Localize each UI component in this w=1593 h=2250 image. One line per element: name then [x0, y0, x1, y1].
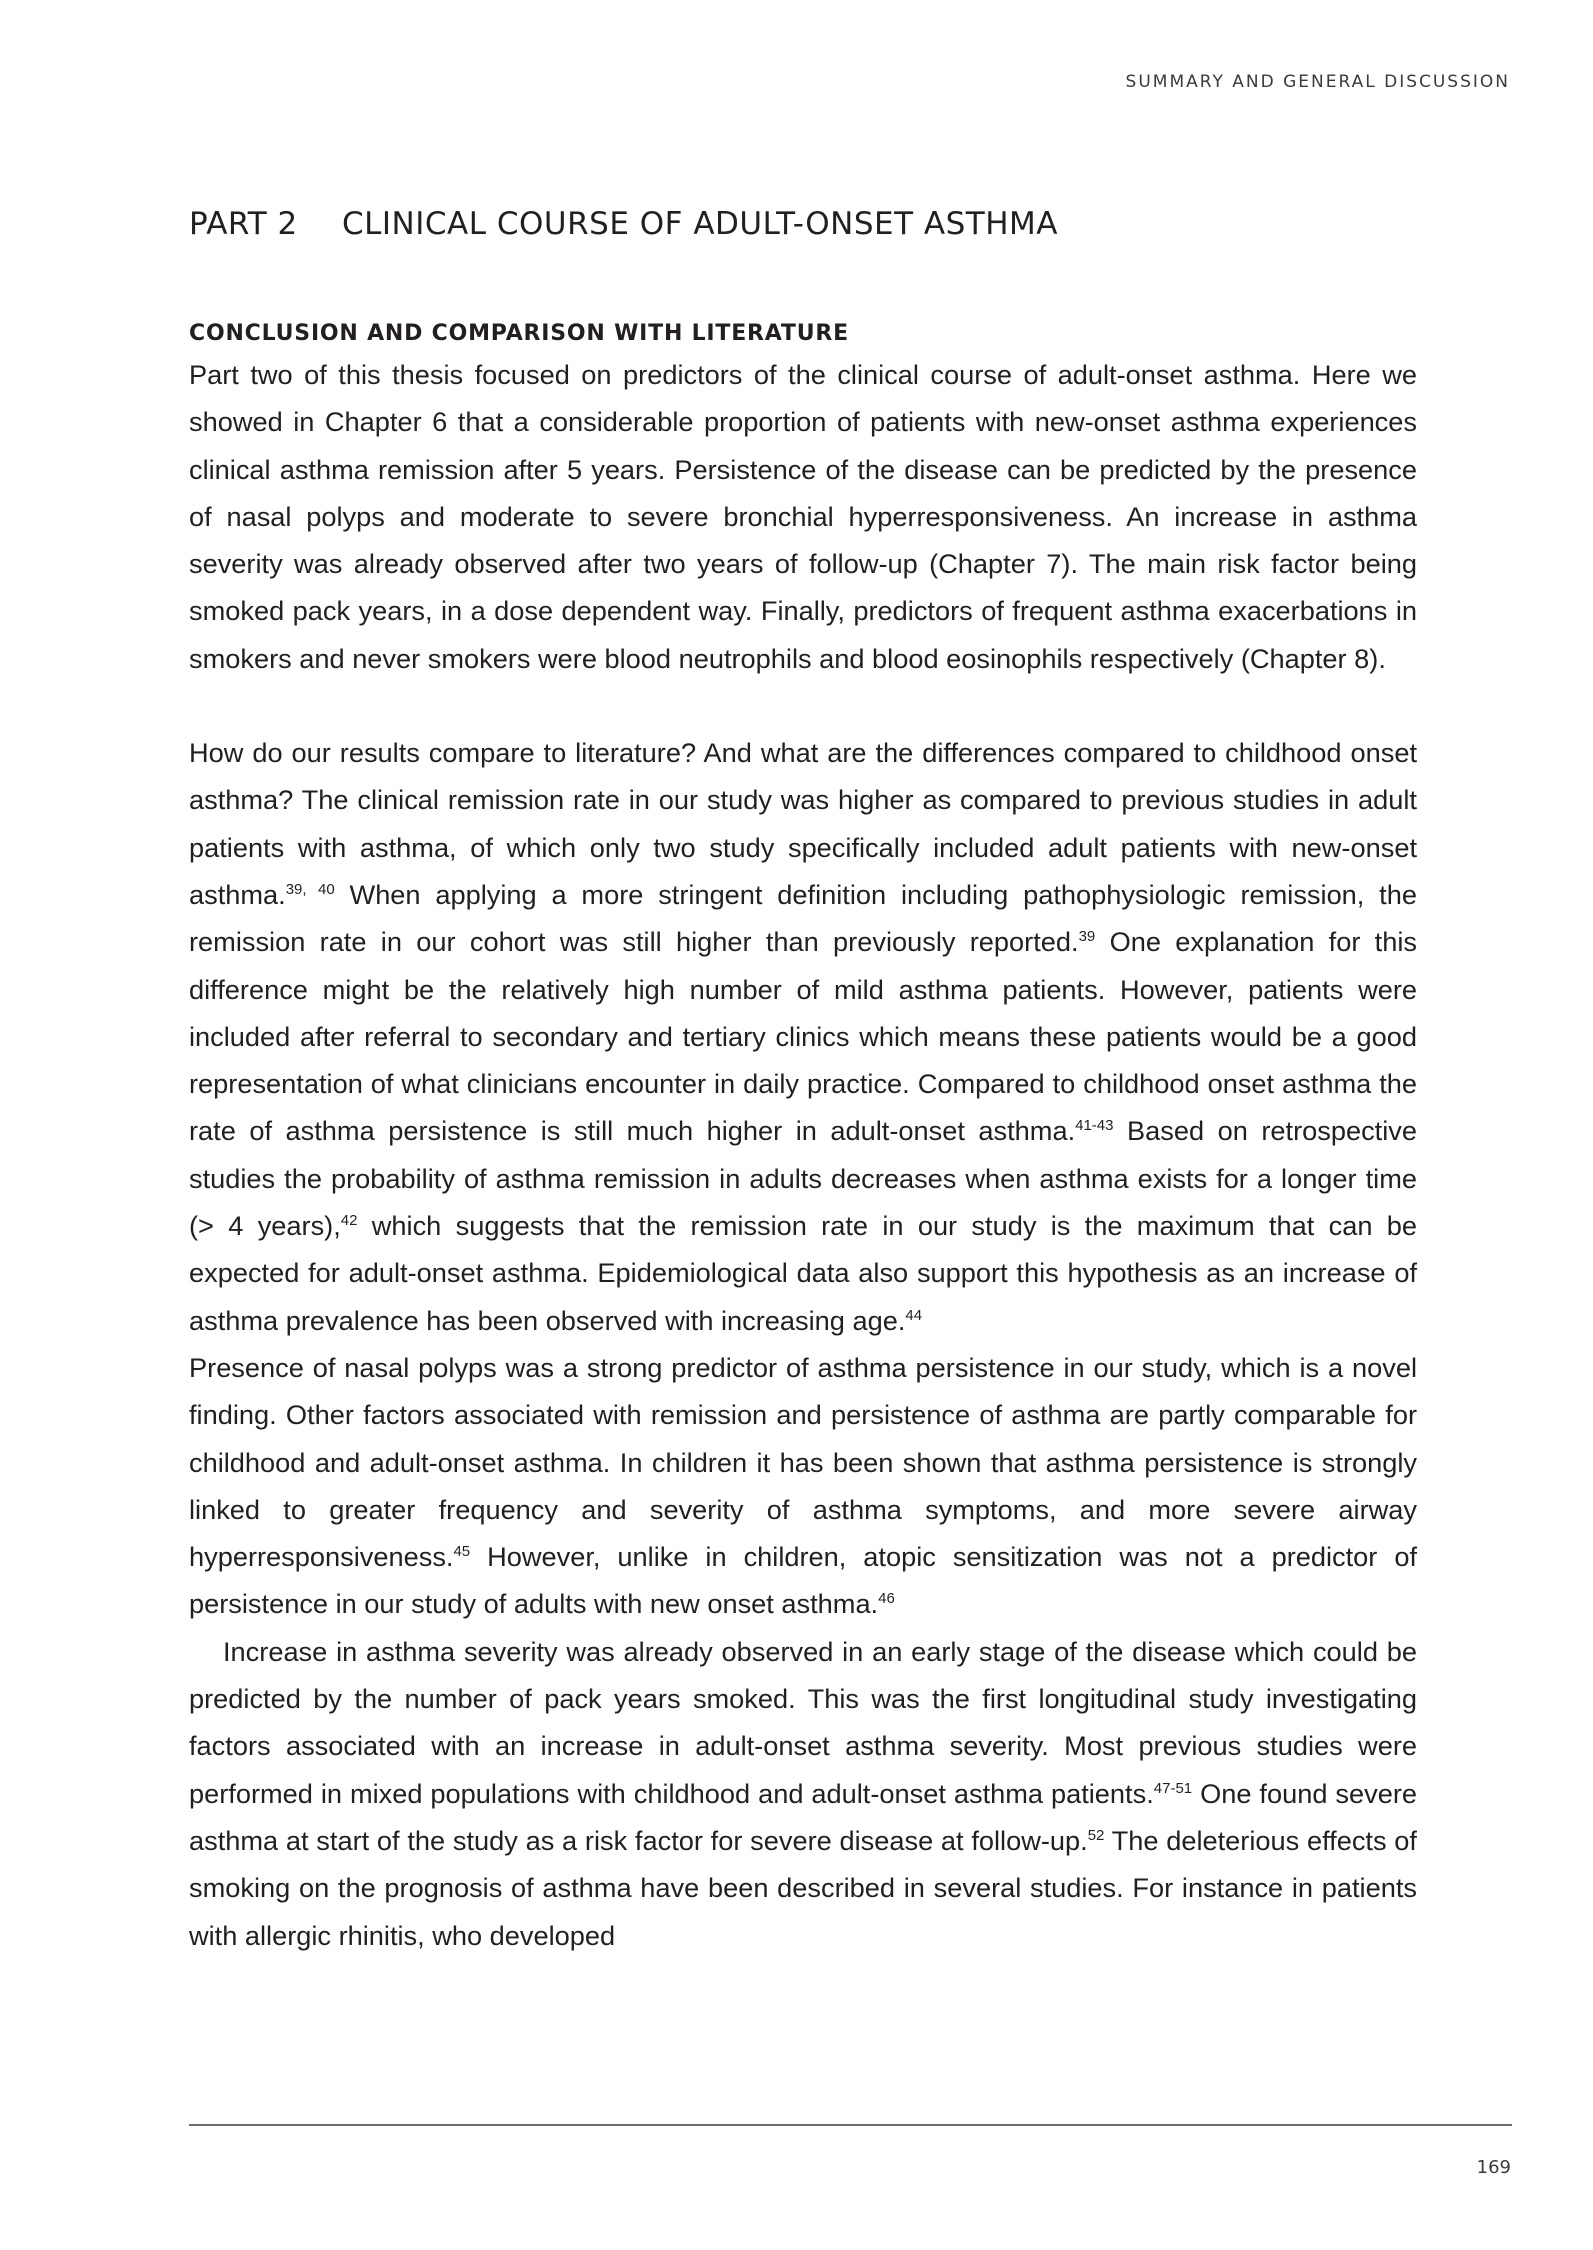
- paragraph-2-text: One explanation for this difference might be the relatively high number of mild asthma patients. However, patients were included after referral to secondary and tertiary clinics which means these patients would be a good representation of what clinicians encounter in daily practice. Compared to childhood onset asthma the rate of asthma persistence is still much higher in adult-onset asthma.: [189, 926, 1417, 1147]
- paragraph-2-text: When applying a more stringent definition including pathophysiologic remission, the remission rate in our cohort was still higher than previously reported.: [189, 878, 1417, 958]
- paragraph-4-text: The deleterious effects of smoking on the prognosis of asthma have been described in several studies. For instance in patients with allergic rhinitis, who developed: [189, 1824, 1417, 1951]
- paragraph-4-text: Increase in asthma severity was already observed in an early stage of the disease which could be predicted by the number of pack years smoked. This was the first longitudinal study investigating factors associated with an increase in adult-onset asthma severity. Most previous studies were performed in mixed populations with childhood and adult-onset asthma patients.: [189, 1635, 1417, 1809]
- citation-ref: 41-43: [1075, 1117, 1114, 1135]
- paragraph-2-text: How do our results compare to literature? And what are the differences compared to childhood onset asthma? The clinical remission rate in our study was higher as compared to previous studies in adult patients with asthma, of which only two study specifically included adult patients with new-onset asthma.: [189, 737, 1417, 910]
- citation-ref: 39, 40: [285, 880, 335, 898]
- citation-ref: 52: [1087, 1826, 1105, 1844]
- running-head: SUMMARY AND GENERAL DISCUSSION: [1125, 72, 1510, 92]
- citation-ref: 42: [340, 1211, 358, 1229]
- part-number: PART 2: [189, 206, 298, 242]
- paragraph-1: Part two of this thesis focused on predictors of the clinical course of adult-onset asthma. Here we showed in Chapter 6 that a considerable proportion of patients with new-onset asthma experiences clinical asthma remission after 5 years. Persistence of the disease can be predicted by the presence of nasal polyps and moderate to severe bronchial hyperresponsiveness. An increase in asthma severity was already observed after two years of follow-up (Chapter 7). The main risk factor being smoked pack years, in a dose dependent way. Finally, predictors of frequent asthma exacerbations in smokers and never smokers were blood neutrophils and blood eosinophils respectively (Chapter 8).: [189, 359, 1417, 674]
- paragraph-2-text: which suggests that the remission rate in our study is the maximum that can be expected for adult-onset asthma. Epidemiological data also support this hypothesis as an increase of asthma prevalence has been observed with increasing age.: [189, 1210, 1417, 1336]
- paragraph-4: [189, 1628, 1417, 1959]
- paragraph-3: [189, 1344, 1417, 1628]
- footer-divider: [189, 2124, 1512, 2126]
- paragraph-2: [189, 729, 1417, 1344]
- page-content: [189, 204, 1417, 1959]
- part-heading: [189, 204, 1417, 244]
- citation-ref: 46: [878, 1590, 895, 1608]
- citation-ref: 39: [1078, 928, 1096, 946]
- section-heading: CONCLUSION AND COMPARISON WITH LITERATURE: [189, 321, 849, 346]
- paragraph-3-text: However, unlike in children, atopic sensitization was not a predictor of persistence in our study of adults with new onset asthma.: [189, 1541, 1417, 1620]
- citation-ref: 44: [905, 1306, 923, 1324]
- paragraph-2-text: Based on retrospective studies the probability of asthma remission in adults decreases when asthma exists for a longer time (> 4 years),: [189, 1115, 1417, 1242]
- part-title: CLINICAL COURSE OF ADULT-ONSET ASTHMA: [342, 206, 1058, 242]
- paragraph-3-text: Presence of nasal polyps was a strong predictor of asthma persistence in our study, which is a novel finding. Other factors associated with remission and persistence of asthma are partly comparable for childhood and adult-onset asthma. In children it has been shown that asthma persistence is strongly linked to greater frequency and severity of asthma symptoms, and more severe airway hyperresponsiveness.: [189, 1351, 1417, 1573]
- paragraph-4-text: One found severe asthma at start of the study as a risk factor for severe disease at follow-up.: [189, 1777, 1418, 1856]
- citation-ref: 45: [453, 1543, 471, 1561]
- citation-ref: 47-51: [1153, 1779, 1193, 1797]
- page-number: 169: [1476, 2157, 1511, 2178]
